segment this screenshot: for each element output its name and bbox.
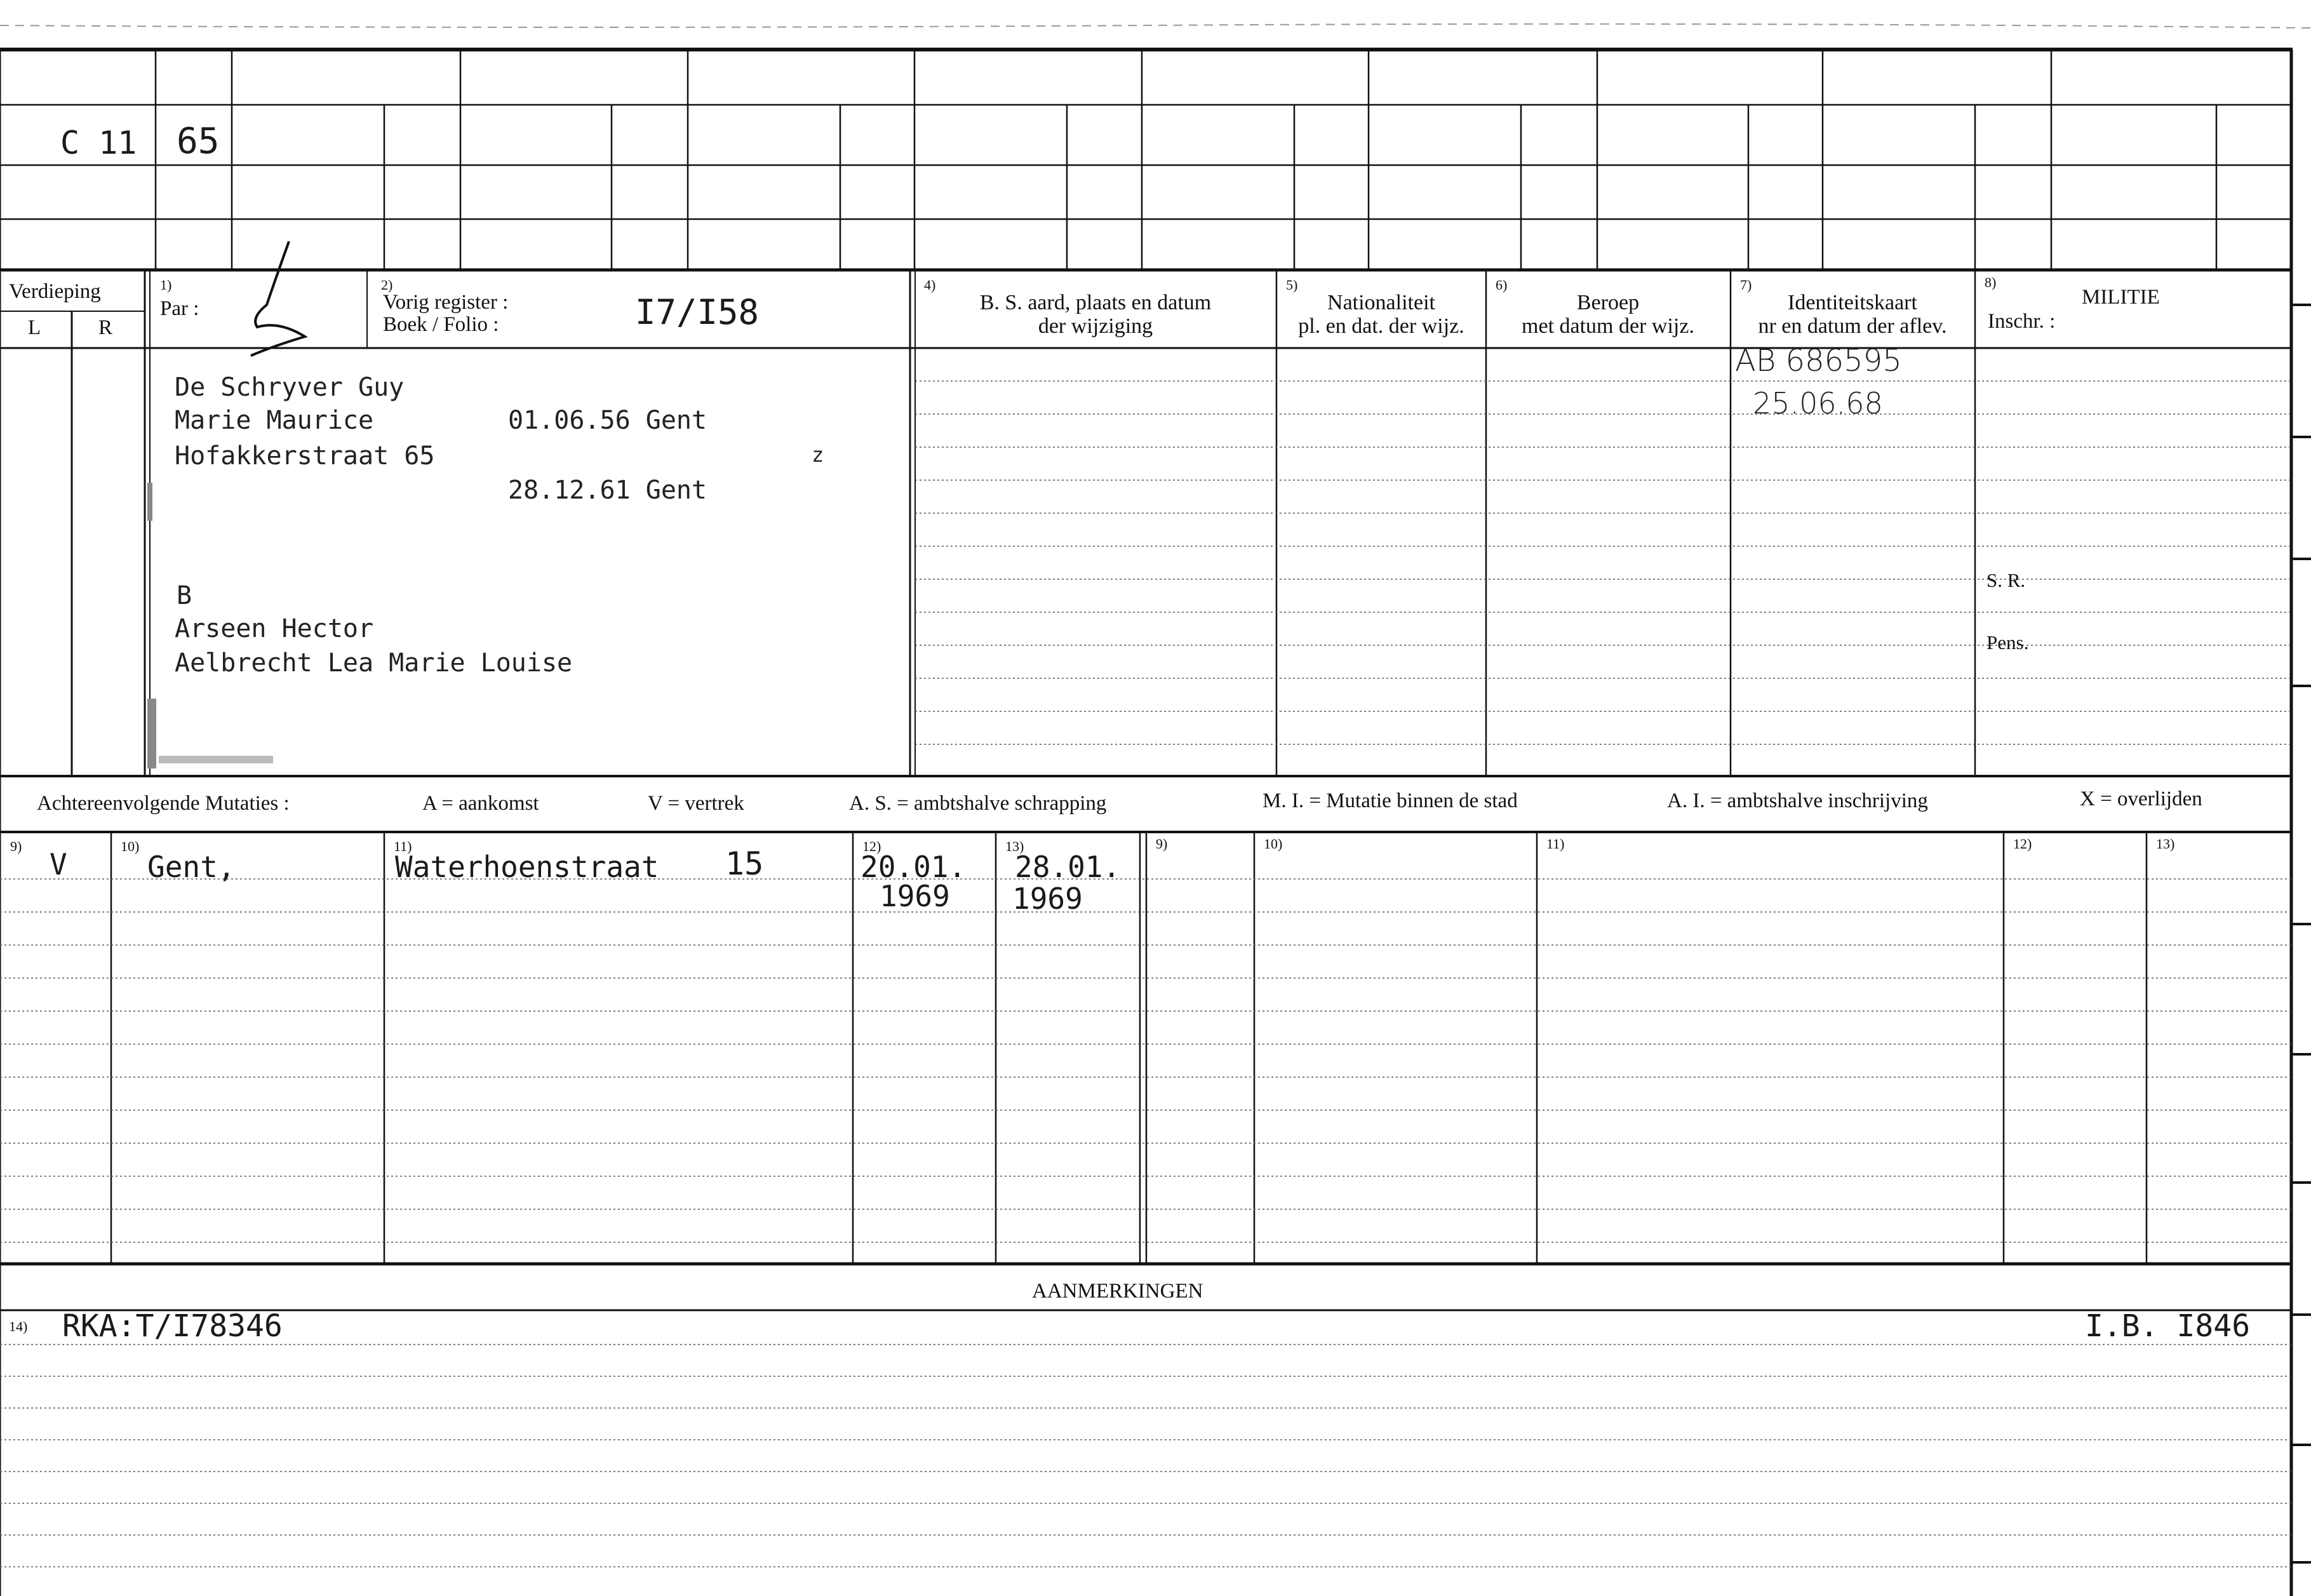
father-name: Arseen Hector	[175, 614, 374, 643]
militie-sr: S. R.	[1986, 569, 2026, 591]
legend-v: V = vertrek	[648, 792, 744, 815]
mut-col-9: 9)	[10, 838, 22, 854]
person-name: De Schryver Guy	[175, 373, 405, 402]
identiteitskaart-line1: Identiteitskaart	[1788, 291, 1917, 314]
legend-title: Achtereenvolgende Mutaties :	[37, 792, 290, 815]
mutation-date13-line1: 28.01.	[1015, 850, 1121, 884]
mutation-date12-line1: 20.01.	[861, 850, 967, 884]
field-number-8: 8)	[1985, 274, 1997, 290]
mut-col-9b: 9)	[1156, 836, 1168, 852]
mutation-number: 15	[725, 845, 764, 882]
field-number-2: 2)	[381, 277, 393, 293]
mut-col-12: 12)	[862, 838, 881, 854]
bs-header-line2: der wijziging	[1038, 314, 1153, 339]
person-birth: 01.06.56 Gent	[508, 406, 707, 435]
remarks-rka: RKA:T/I78346	[62, 1308, 283, 1344]
nationaliteit-line2: pl. en dat. der wijz.	[1298, 314, 1464, 339]
legend-mi: M. I. = Mutatie binnen de stad	[1263, 789, 1518, 812]
person-mark: z	[812, 443, 824, 467]
par-label: Par :	[160, 297, 199, 320]
field-number-1: 1)	[160, 277, 172, 293]
legend-a: A = aankomst	[422, 792, 539, 815]
person-address: Hofakkerstraat 65	[175, 441, 435, 471]
identiteitskaart-line2: nr en datum der aflev.	[1758, 314, 1947, 339]
remarks-title: AANMERKINGEN	[1032, 1280, 1203, 1303]
beroep-line2: met datum der wijz.	[1522, 314, 1694, 339]
militie-pens: Pens.	[1986, 631, 2029, 654]
section-b: B	[177, 581, 192, 610]
person-first-names: Marie Maurice	[175, 406, 374, 435]
mutation-type: V	[50, 847, 67, 882]
legend-ai: A. I. = ambtshalve inschrijving	[1667, 789, 1928, 812]
field-number-14: 14)	[9, 1318, 28, 1334]
mut-col-10: 10)	[121, 838, 140, 854]
register-value: I7/I58	[635, 292, 760, 332]
remarks-ib: I.B. I846	[2085, 1308, 2251, 1344]
beroep-line1: Beroep	[1576, 291, 1640, 314]
vorig-register-label: Vorig register :	[383, 291, 509, 314]
field-number-7: 7)	[1740, 277, 1752, 293]
mut-col-11b: 11)	[1546, 836, 1565, 852]
bs-header-line1: B. S. aard, plaats en datum	[979, 291, 1212, 314]
id-card-number: AB 686595	[1735, 343, 1902, 379]
field-number-6: 6)	[1496, 277, 1508, 293]
mut-col-10b: 10)	[1264, 836, 1283, 852]
field-number-5: 5)	[1286, 277, 1298, 293]
card-code: C 11	[60, 124, 137, 161]
verdieping-label: Verdieping	[9, 280, 101, 303]
mut-col-13b: 13)	[2156, 836, 2175, 852]
boek-folio-label: Boek / Folio :	[383, 313, 499, 336]
nationaliteit-line1: Nationaliteit	[1327, 291, 1435, 314]
id-card-date: 25.06.68	[1753, 386, 1883, 420]
mutation-street: Waterhoenstraat	[395, 850, 659, 884]
card-number: 65	[177, 121, 220, 162]
bs-header	[918, 291, 1273, 339]
mut-col-12b: 12)	[2013, 836, 2032, 852]
verdieping-r: R	[98, 316, 113, 339]
legend-x: X = overlijden	[2080, 788, 2202, 810]
mutation-date13-line2: 1969	[1012, 882, 1083, 916]
mutation-place: Gent,	[147, 850, 236, 884]
inschr-label: Inschr. :	[1988, 310, 2056, 333]
person-date2: 28.12.61 Gent	[508, 476, 707, 505]
handwritten-par-mark	[251, 241, 305, 356]
mother-name: Aelbrecht Lea Marie Louise	[175, 648, 573, 678]
mutation-date12-line2: 1969	[880, 879, 950, 913]
nationaliteit-header	[1278, 291, 1485, 339]
verdieping-l: L	[28, 316, 41, 339]
identiteitskaart-header	[1732, 291, 1973, 339]
field-number-4: 4)	[924, 277, 936, 293]
beroep-header	[1487, 291, 1729, 339]
militie-title: MILITIE	[2082, 286, 2160, 309]
mut-col-13: 13)	[1005, 838, 1024, 854]
mut-col-11: 11)	[394, 838, 412, 854]
legend-as: A. S. = ambtshalve schrapping	[849, 792, 1107, 815]
